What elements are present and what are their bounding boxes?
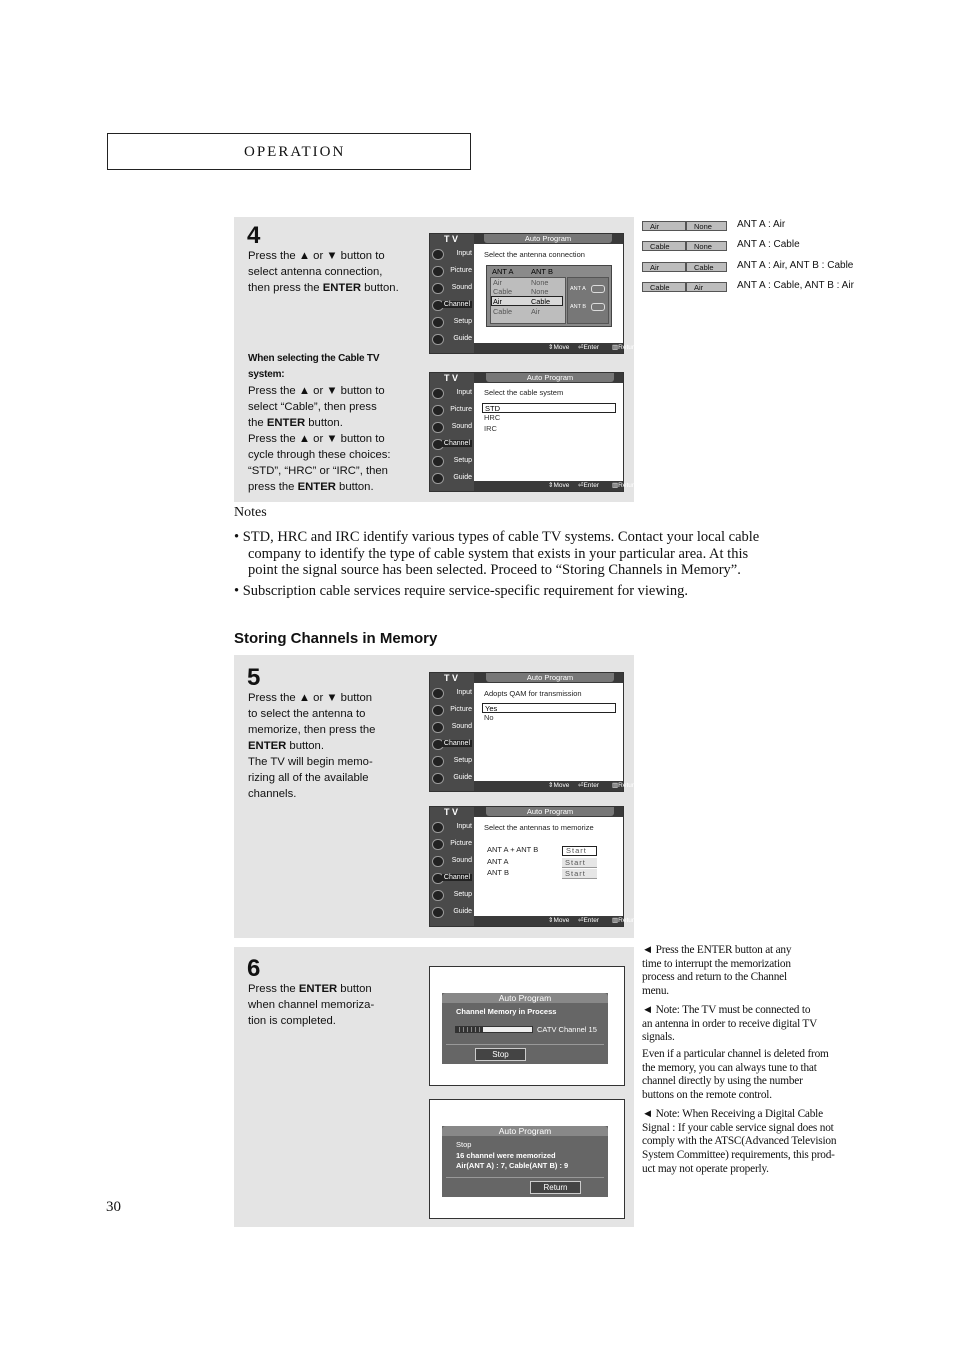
tv-label: T V [444, 807, 459, 817]
antenna-row: Air [493, 297, 502, 306]
result-line: Air(ANT A) : 7, Cable(ANT B) : 9 [456, 1161, 569, 1170]
tv-bottom-bar [474, 916, 638, 926]
tv-label: T V [444, 373, 459, 383]
move-hint: ⇕ Move [548, 782, 570, 789]
menu-setup[interactable]: Setup [430, 454, 474, 470]
screen-prompt: Adopts QAM for transmission [484, 689, 582, 698]
antenna-table [486, 265, 612, 327]
return-hint: ▥ Return [612, 482, 638, 489]
side-note-digital-cable: ◄ Note: When Receiving a Digital Cable Signal : If your cable service signal does not comply with the ATSC(Advanced Television System Committee) requirements, this prod- uct may not operate properly. [642, 1108, 837, 1175]
antenna-row[interactable]: Air [493, 278, 502, 287]
menu-guide[interactable]: Guide [430, 771, 474, 787]
return-button[interactable]: Return [530, 1181, 581, 1194]
tv-side-menu [430, 234, 474, 353]
menu-sound[interactable]: Sound [430, 720, 474, 736]
picture-icon [432, 405, 444, 416]
tv-label: T V [444, 673, 459, 683]
col-ant-a: ANT A [492, 267, 514, 276]
tv-side-menu [430, 673, 474, 791]
menu-picture[interactable]: Picture [430, 264, 474, 280]
menu-channel[interactable]: Channel [430, 871, 474, 887]
menu-input[interactable]: Input [430, 386, 474, 402]
qam-option-yes[interactable]: Yes [482, 703, 616, 713]
menu-input[interactable]: Input [430, 247, 474, 263]
start-button[interactable]: Start [562, 869, 597, 879]
antenna-memorize-row: ANT A + ANT B [487, 845, 539, 854]
ant-table-cell: Air [642, 262, 686, 272]
sound-icon [432, 422, 444, 433]
setup-icon [432, 456, 444, 467]
menu-picture[interactable]: Picture [430, 703, 474, 719]
step4-instruction [248, 248, 418, 296]
stop-button[interactable]: Stop [475, 1048, 526, 1061]
enter-hint: ⏎ Enter [578, 782, 599, 789]
screen-prompt: Select the antennas to memorize [484, 823, 594, 832]
ant-table-desc: ANT A : Cable [737, 239, 800, 250]
cable-option-irc[interactable]: IRC [484, 424, 497, 433]
cable-line: Press the ▲ or ▼ button to [248, 433, 385, 445]
dialog-title: Auto Program [442, 993, 608, 1003]
storing-heading: Storing Channels in Memory [234, 630, 438, 647]
antenna-memorize-row: ANT B [487, 868, 509, 877]
antenna-row[interactable]: None [531, 287, 549, 296]
setup-icon [432, 890, 444, 901]
sound-icon [432, 856, 444, 867]
antenna-row[interactable]: Cable [493, 287, 513, 296]
section-title: OPERATION [244, 144, 346, 160]
antenna-row: Cable [531, 297, 551, 306]
menu-sound[interactable]: Sound [430, 420, 474, 436]
tv-screen-antennas-memorize [429, 806, 638, 927]
antenna-memorize-row: ANT A [487, 857, 509, 866]
screen-title: Auto Program [486, 373, 614, 382]
ant-table-desc: ANT A : Air [737, 219, 786, 230]
ant-table-cell: Cable [642, 241, 686, 251]
menu-input[interactable]: Input [430, 686, 474, 702]
plug-icon [591, 285, 605, 293]
step5-number: 5 [247, 664, 261, 691]
step4-line: select antenna connection, [248, 266, 383, 278]
notes-heading: Notes [234, 505, 267, 520]
tv-side-menu [430, 373, 474, 491]
return-hint: ▥ Return [612, 917, 638, 924]
tv-bottom-bar [474, 343, 638, 353]
picture-icon [432, 839, 444, 850]
sound-icon [432, 722, 444, 733]
picture-icon [432, 705, 444, 716]
ant-b-label: ANT B [570, 304, 587, 310]
result-line: 16 channel were memorized [456, 1151, 556, 1160]
plug-icon [591, 303, 605, 311]
tv-label: T V [444, 234, 459, 244]
guide-icon [432, 473, 444, 484]
menu-sound[interactable]: Sound [430, 281, 474, 297]
page-number: 30 [106, 1199, 121, 1215]
input-icon [432, 388, 444, 399]
menu-picture[interactable]: Picture [430, 837, 474, 853]
screen-title: Auto Program [486, 807, 614, 816]
input-icon [432, 249, 444, 260]
cable-line: select “Cable”, then press [248, 401, 377, 413]
input-icon [432, 822, 444, 833]
tv-screen-antenna-connection [429, 233, 638, 354]
picture-icon [432, 266, 444, 277]
progress-fill [456, 1027, 483, 1032]
ant-table-desc: ANT A : Air, ANT B : Cable [737, 260, 854, 271]
menu-channel[interactable]: Channel [430, 437, 474, 453]
ant-table-cell: Air [686, 282, 727, 292]
tv-side-menu [430, 807, 474, 926]
screen-title: Auto Program [484, 234, 612, 243]
enter-hint: ⏎ Enter [578, 917, 599, 924]
ant-table-cell: Cable [686, 262, 727, 272]
col-ant-b: ANT B [531, 267, 553, 276]
menu-channel[interactable]: Channel [430, 298, 474, 314]
tv-bottom-bar [474, 781, 638, 791]
enter-hint: ⏎ Enter [578, 482, 599, 489]
cable-heading: system: [248, 369, 285, 380]
ant-a-label: ANT A [570, 286, 586, 292]
start-button[interactable]: Start [562, 858, 597, 868]
move-hint: ⇕ Move [548, 917, 570, 924]
progress-bar [455, 1026, 533, 1033]
tv-screen-qam [429, 672, 638, 792]
screen-title: Auto Program [486, 673, 614, 682]
channel-memory-dialog [442, 993, 608, 1064]
cable-line: “STD”, “HRC” or “IRC”, then [248, 465, 388, 477]
note-2: • Subscription cable services require service-specific requirement for viewing. [234, 583, 688, 599]
menu-sound[interactable]: Sound [430, 854, 474, 870]
antenna-row[interactable]: Air [531, 307, 540, 316]
ant-table-cell: None [686, 241, 727, 251]
step6-number: 6 [247, 955, 261, 982]
dialog-status: Channel Memory in Process [456, 1007, 557, 1016]
cable-line: press the ENTER button. [248, 481, 374, 493]
tv-bottom-bar [474, 481, 638, 491]
move-hint: ⇕ Move [548, 482, 570, 489]
menu-setup[interactable]: Setup [430, 888, 474, 904]
input-icon [432, 688, 444, 699]
menu-setup[interactable]: Setup [430, 754, 474, 770]
qam-option-no[interactable]: No [484, 713, 494, 722]
dialog-divider [446, 1044, 604, 1045]
ant-table-desc: ANT A : Cable, ANT B : Air [737, 280, 854, 291]
side-note-antenna: ◄ Note: The TV must be connected to an antenna in order to receive digital TV signals. [642, 1004, 818, 1044]
guide-icon [432, 773, 444, 784]
move-hint: ⇕ Move [548, 344, 570, 351]
dialog-channel: CATV Channel 15 [537, 1025, 597, 1034]
antenna-row[interactable]: None [531, 278, 549, 287]
cable-option-std[interactable]: STD [482, 403, 616, 413]
dialog-divider [446, 1177, 604, 1178]
guide-icon [432, 907, 444, 918]
return-hint: ▥ Return [612, 782, 638, 789]
screen-prompt: Select the cable system [484, 388, 564, 397]
cable-heading: When selecting the Cable TV [248, 353, 380, 364]
ant-table-cell: None [686, 221, 727, 231]
enter-hint: ⏎ Enter [578, 344, 599, 351]
return-hint: ▥ Return [612, 344, 638, 351]
menu-setup[interactable]: Setup [430, 315, 474, 331]
screen-prompt: Select the antenna connection [484, 250, 585, 259]
menu-guide[interactable]: Guide [430, 332, 474, 348]
result-line: Stop [456, 1140, 472, 1149]
step5-instruction: Press the ▲ or ▼ button to select the antenna to memorize, then press the ENTER button. The TV will begin memo- rizing all of the available channels. [248, 692, 376, 800]
cable-line: Press the ▲ or ▼ button to [248, 385, 385, 397]
section-header-box [107, 133, 471, 170]
cable-line: cycle through these choices: [248, 449, 391, 461]
step4-cable-instructions [248, 351, 418, 495]
menu-guide[interactable]: Guide [430, 905, 474, 921]
menu-picture[interactable]: Picture [430, 403, 474, 419]
dialog-title: Auto Program [442, 1126, 608, 1136]
note-1: • STD, HRC and IRC identify various types of cable TV systems. Contact your local cable company to identify the type of cable system that exists in your particular area. At this point the signal source has been selected. Proceed to “Storing Channels in Memory”. [234, 529, 760, 578]
menu-guide[interactable]: Guide [430, 471, 474, 487]
start-button-selected[interactable]: Start [562, 846, 597, 856]
menu-input[interactable]: Input [430, 820, 474, 836]
ant-table-cell: Cable [642, 282, 686, 292]
cable-option-hrc[interactable]: HRC [484, 413, 501, 422]
memory-result-dialog [442, 1126, 608, 1197]
setup-icon [432, 317, 444, 328]
step6-instruction: Press the ENTER button when channel memoriza- tion is completed. [248, 983, 375, 1027]
menu-channel[interactable]: Channel [430, 737, 474, 753]
ant-table-cell: Air [642, 221, 686, 231]
sound-icon [432, 283, 444, 294]
guide-icon [432, 334, 444, 345]
cable-line: the ENTER button. [248, 417, 343, 429]
tv-screen-cable-system [429, 372, 638, 492]
side-note-deleted-channel: Even if a particular channel is deleted from the memory, you can always tune to that channel directly by using the number buttons on the remote control. [642, 1048, 829, 1102]
step4-line: then press the ENTER button. [248, 282, 399, 294]
setup-icon [432, 756, 444, 767]
step4-line: Press the ▲ or ▼ button to [248, 250, 385, 262]
antenna-diagram [567, 277, 609, 324]
side-note-interrupt: ◄ Press the ENTER button at any time to interrupt the memorization process and return to the Channel menu. [642, 944, 792, 998]
step4-number: 4 [247, 222, 261, 249]
antenna-row[interactable]: Cable [493, 307, 513, 316]
